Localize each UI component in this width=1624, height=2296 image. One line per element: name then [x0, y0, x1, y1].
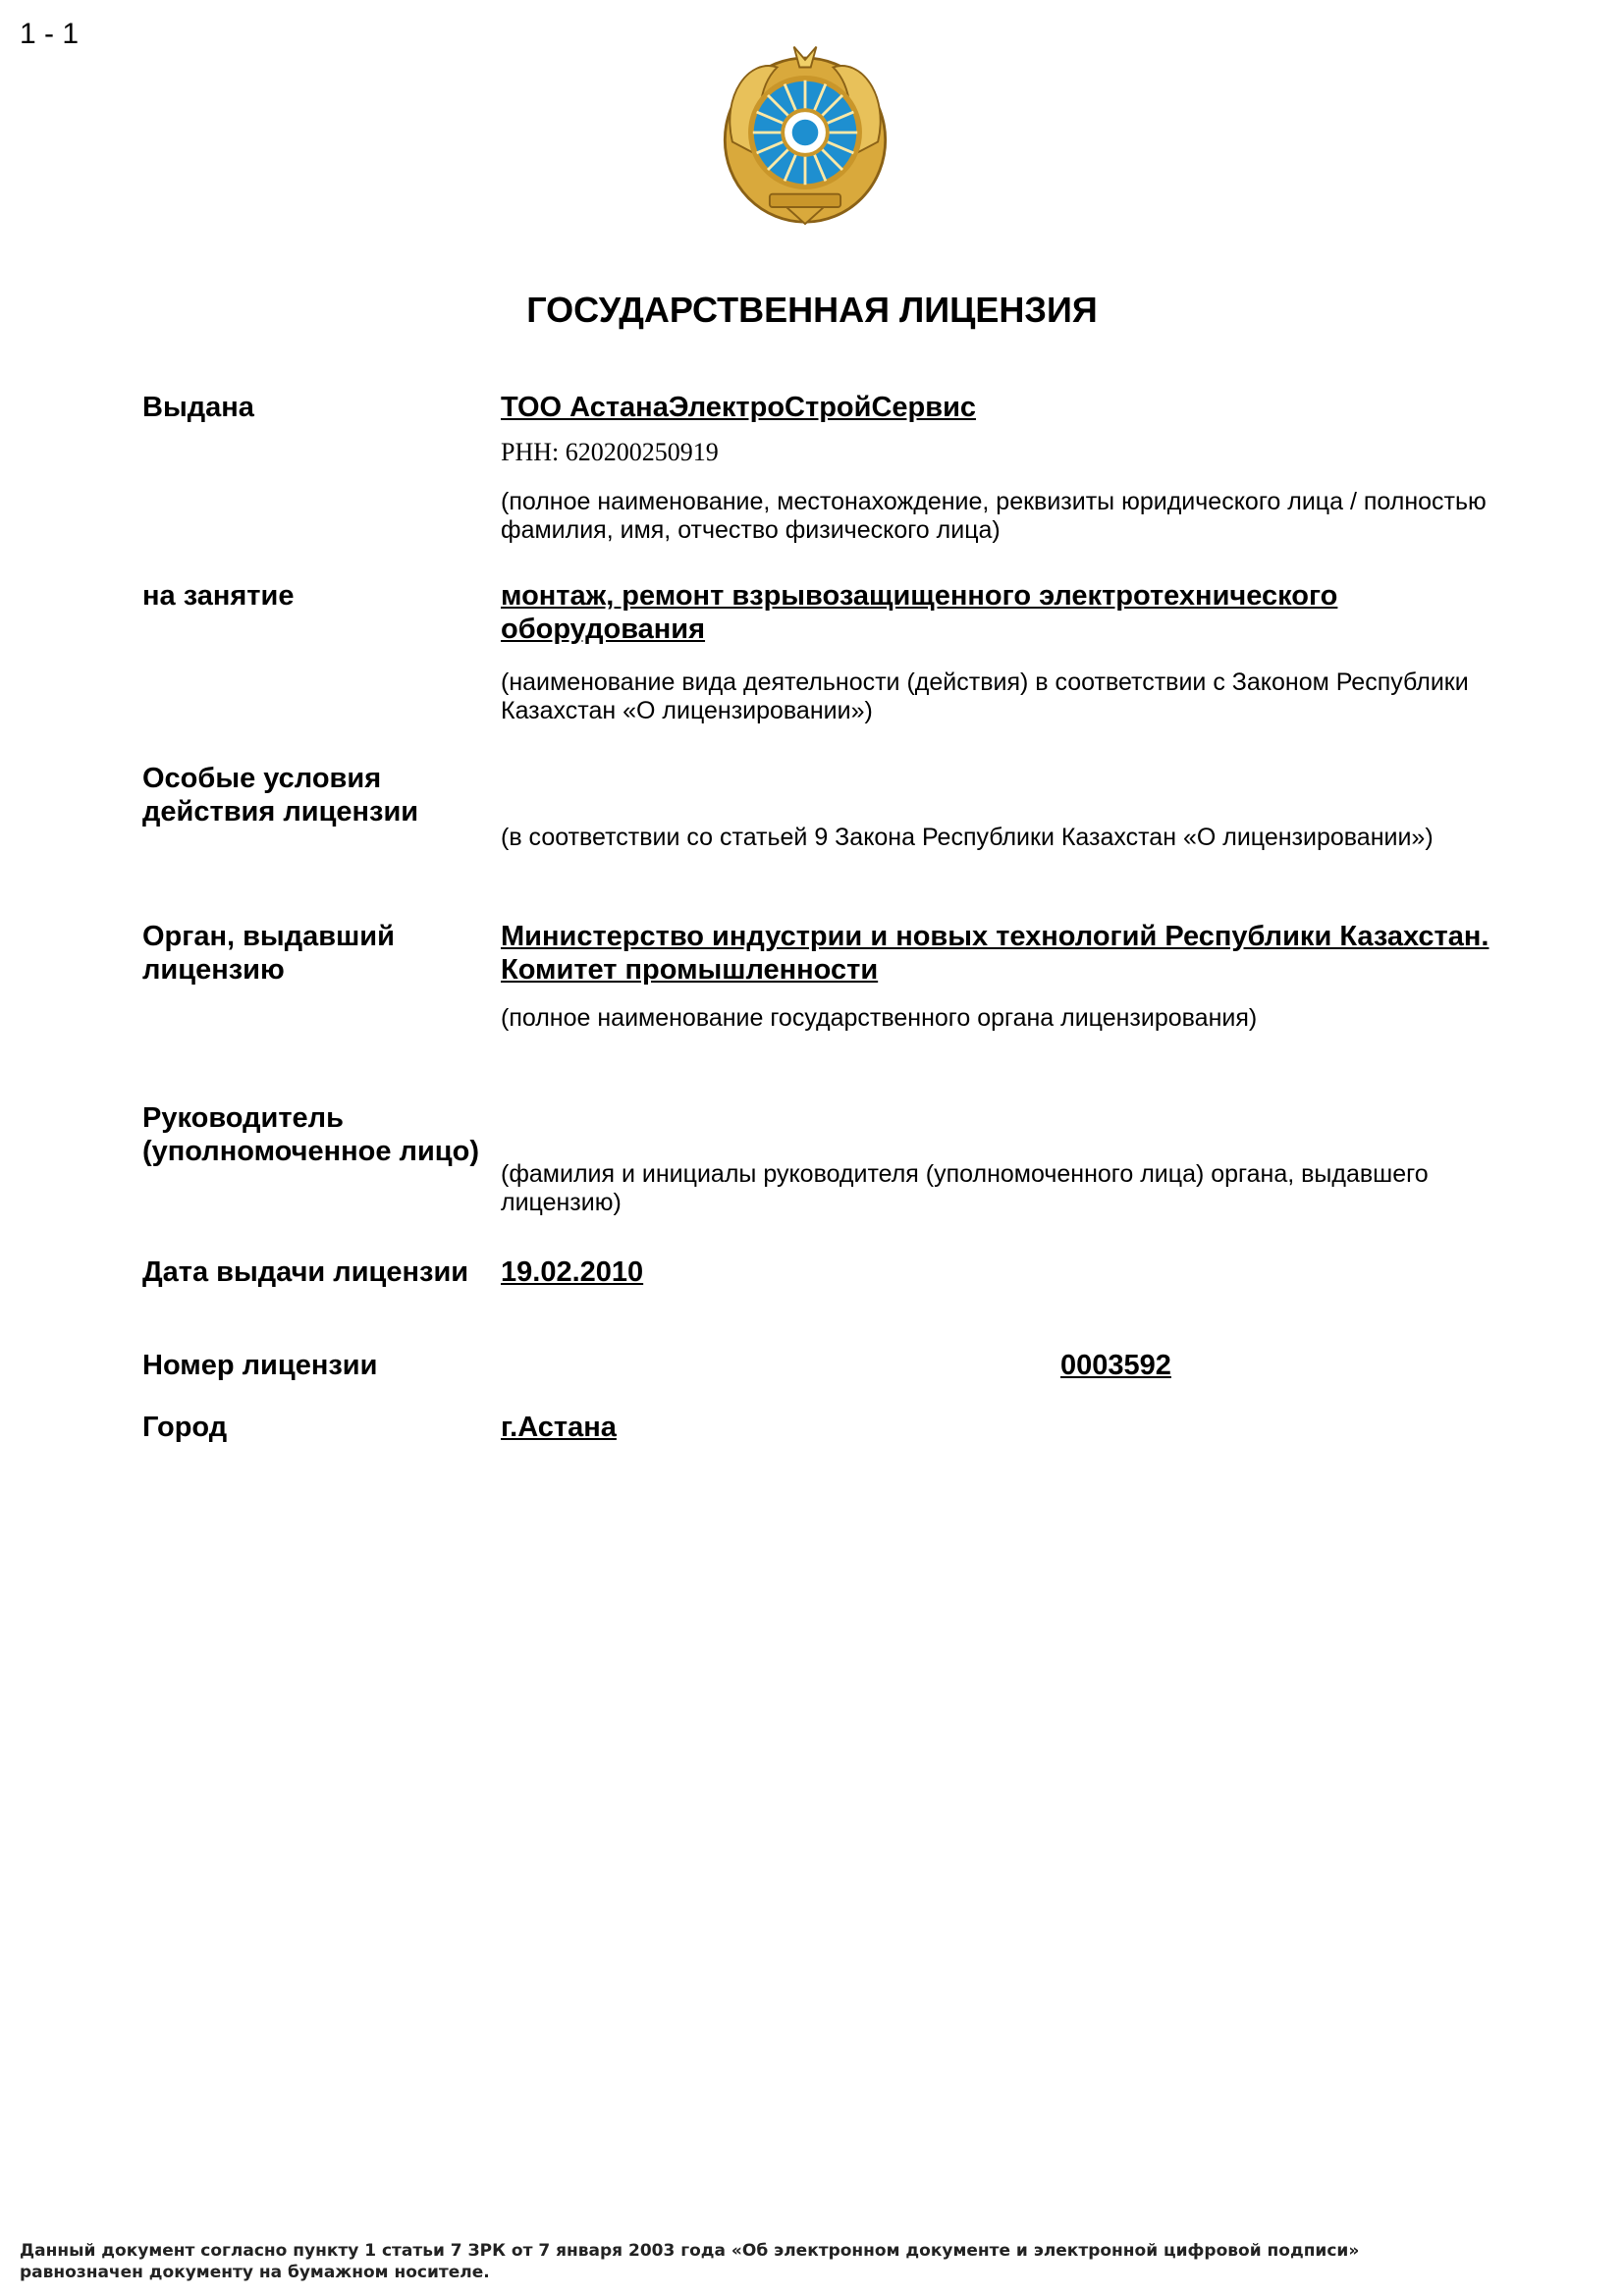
- special-conditions-note: (в соответствии со статьей 9 Закона Республики Казахстан «О лицензировании»): [501, 824, 1434, 851]
- rnn-number: РНН: 620200250919: [501, 438, 719, 466]
- page-number: 1 - 1: [20, 18, 80, 50]
- license-number-value: 0003592: [1060, 1350, 1171, 1381]
- document-title: ГОСУДАРСТВЕННАЯ ЛИЦЕНЗИЯ: [526, 290, 1098, 330]
- city-label: Город: [142, 1412, 228, 1443]
- issued-to-label: Выдана: [142, 392, 254, 423]
- license-number-label: Номер лицензии: [142, 1350, 378, 1381]
- city-value: г.Астана: [501, 1412, 617, 1443]
- legal-footer-line1: Данный документ согласно пункту 1 статьи 7 ЗРК от 7 января 2003 года «Об электронном документе и электронной цифровой подписи»: [20, 2241, 1360, 2261]
- issue-date-value: 19.02.2010: [501, 1256, 644, 1288]
- legal-footer: [20, 2240, 1359, 2283]
- activity-value: монтаж, ремонт взрывозащищенного электротехнического оборудования: [501, 580, 1338, 645]
- head-note: (фамилия и инициалы руководителя (уполномоченного лица) органа, выдавшего лицензию): [501, 1160, 1429, 1216]
- head-label: Руководитель (уполномоченное лицо): [142, 1102, 479, 1167]
- activity-note: (наименование вида деятельности (действия) в соответствии с Законом Республики Казахстан «О лицензировании»): [501, 668, 1469, 724]
- issue-date-label: Дата выдачи лицензии: [142, 1256, 469, 1288]
- issued-to-value: ТОО АстанаЭлектроСтройСервис: [501, 392, 977, 423]
- activity-label: на занятие: [142, 580, 295, 612]
- state-emblem-icon: [712, 39, 898, 226]
- issued-to-note: (полное наименование, местонахождение, реквизиты юридического лица / полностью фамилия, имя, отчество физического лица): [501, 488, 1487, 544]
- authority-note: (полное наименование государственного органа лицензирования): [501, 1004, 1258, 1032]
- special-conditions-label: Особые условия действия лицензии: [142, 763, 419, 828]
- authority-label: Орган, выдавший лицензию: [142, 921, 395, 986]
- authority-value: Министерство индустрии и новых технологий Республики Казахстан. Комитет промышленности: [501, 921, 1489, 986]
- legal-footer-line2: равнозначен документу на бумажном носителе.: [20, 2263, 490, 2282]
